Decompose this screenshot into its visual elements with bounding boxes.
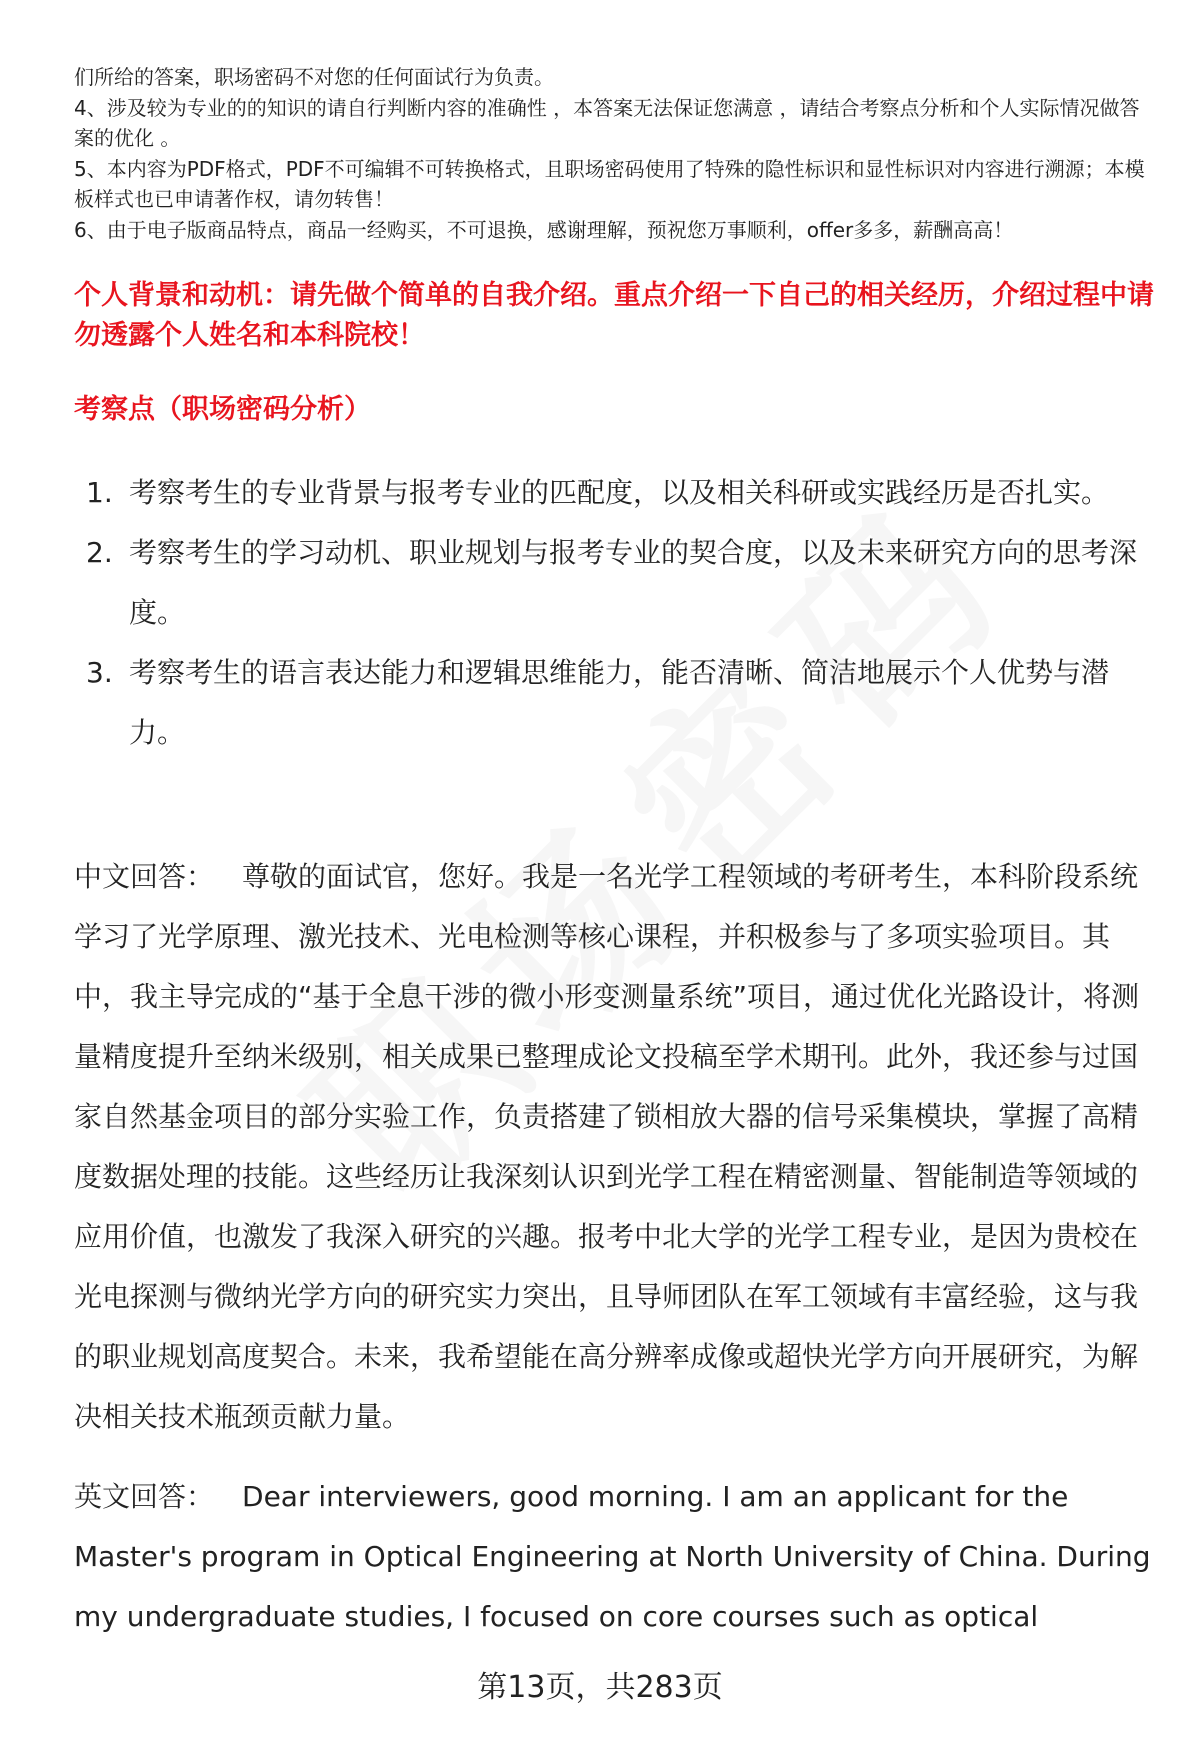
assessment-point: [74, 523, 1154, 643]
note-line: 4、涉及较为专业的的知识的请自行判断内容的准确性 ，本答案无法保证您满意 ，请结合考察点分析和个人实际情况做答案的优化 。: [74, 95, 1140, 150]
assessment-points-title: 考察点（职场密码分析）: [74, 394, 371, 425]
chinese-answer-text: 尊敬的面试官，您好。我是一名光学工程领域的考研考生，本科阶段系统学习了光学原理、激光技术、光电检测等核心课程，并积极参与了多项实验项目。其中，我主导完成的“基于全息干涉的微小形变测量系统”项目，通过优化光路设计，将测量精度提升至纳米级别，相关成果已整理成论文投稿至学术期刊。此外，我还参与过国家自然基金项目的部分实验工作，负责搭建了锁相放大器的信号采集模块，掌握了高精度数据处理的技能。这些经历让我深刻认识到光学工程在精密测量、智能制造等领域的应用价值，也激发了我深入研究的兴趣。报考中北大学的光学工程专业，是因为贵校在光电探测与微纳光学方向的研究实力突出，且导师团队在军工领域有丰富经验，这与我的职业规划高度契合。未来，我希望能在高分辨率成像或超快光学方向开展研究，为解决相关技术瓶颈贡献力量。: [74, 860, 1140, 1433]
assessment-point: [74, 643, 1154, 763]
point-number: 1.: [86, 476, 113, 509]
assessment-points-list: [74, 463, 1154, 763]
english-answer-text: Dear interviewers, good morning. I am an applicant for the Master's program in Optical Engineering at North University of China. During my undergraduate studies, I focused on core courses such as optical: [74, 1480, 1151, 1633]
point-number: 3.: [86, 656, 113, 689]
point-number: 2.: [86, 536, 113, 569]
point-text: 考察考生的专业背景与报考专业的匹配度，以及相关科研或实践经历是否扎实。: [129, 476, 1110, 509]
page-number-footer: 第13页，共283页: [477, 1670, 723, 1705]
point-text: 考察考生的语言表达能力和逻辑思维能力，能否清晰、简洁地展示个人优势与潜力。: [129, 656, 1110, 749]
question-heading: 个人背景和动机：请先做个简单的自我介绍。重点介绍一下自己的相关经历，介绍过程中请勿透露个人姓名和本科院校！: [74, 280, 1154, 351]
chinese-answer-label: 中文回答：: [74, 860, 215, 893]
english-answer-label: 英文回答：: [74, 1480, 215, 1513]
disclaimer-notes: [74, 62, 1154, 245]
note-line: 6、由于电子版商品特点，商品一经购买，不可退换，感谢理解，预祝您万事顺利，offer多多，薪酬高高！: [74, 217, 1014, 242]
note-line: 们所给的答案，职场密码不对您的任何面试行为负责。: [74, 65, 554, 89]
english-answer: [74, 1467, 1159, 1647]
assessment-point: [74, 463, 1154, 523]
chinese-answer: [74, 847, 1159, 1447]
point-text: 考察考生的学习动机、职业规划与报考专业的契合度，以及未来研究方向的思考深度。: [129, 536, 1138, 629]
note-line: 5、本内容为PDF格式，PDF不可编辑不可转换格式，且职场密码使用了特殊的隐性标识和显性标识对内容进行溯源；本模板样式也已申请著作权，请勿转售！: [74, 156, 1145, 211]
